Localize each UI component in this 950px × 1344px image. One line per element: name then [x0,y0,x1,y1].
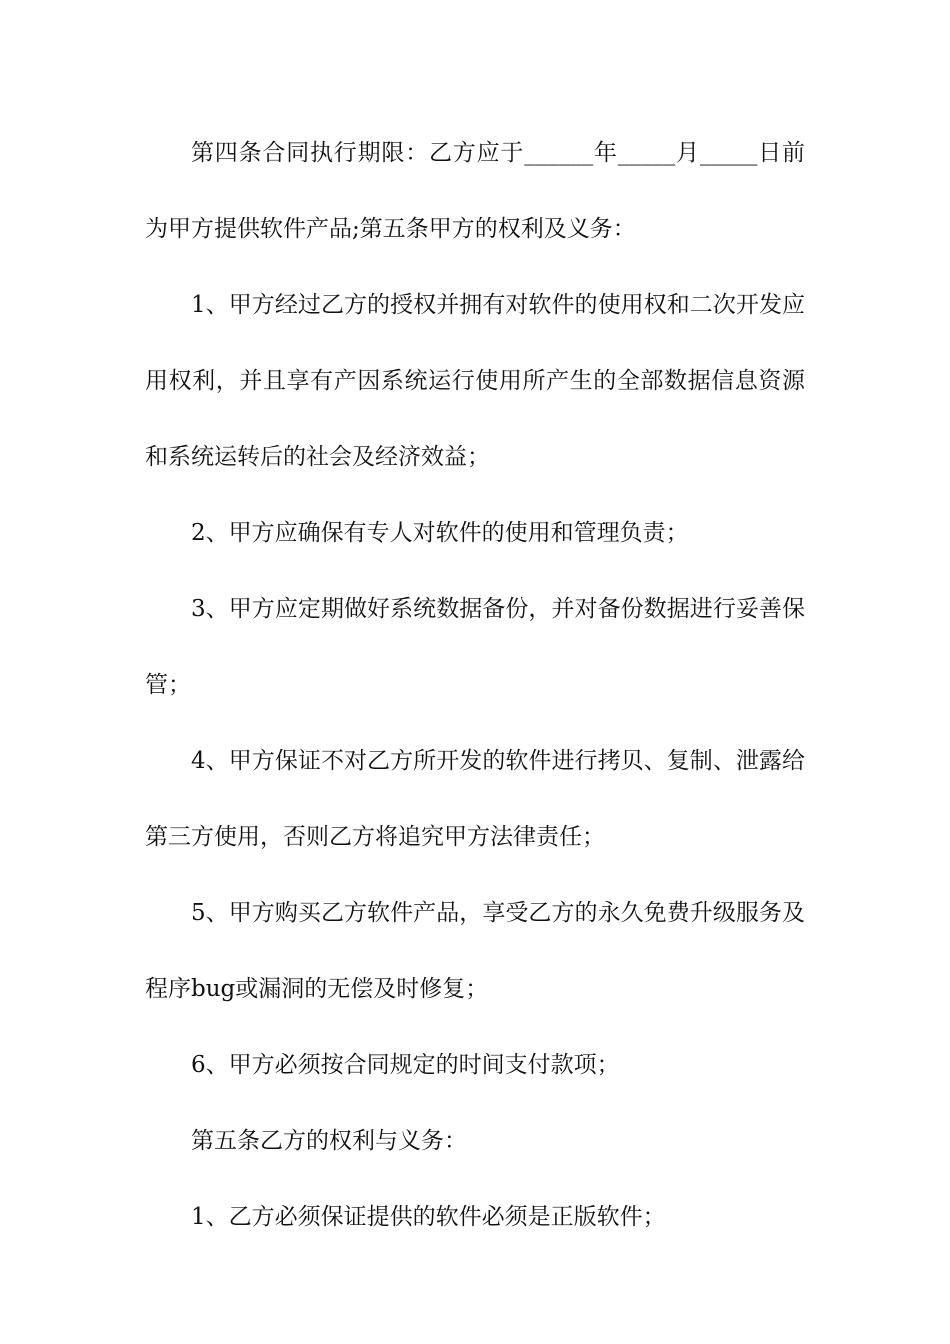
paragraph-party-a-item-3: 3、甲方应定期做好系统数据备份，并对备份数据进行妥善保管； [145,596,805,698]
paragraph-article-4: 第四条合同执行期限：乙方应于______年_____月_____日前为甲方提供软件产品;第五条甲方的权利及义务： [145,140,805,242]
paragraph-party-a-item-1: 1、甲方经过乙方的授权并拥有对软件的使用权和二次开发应用权利，并且享有产因系统运行使用所产生的全部数据信息资源和系统运转后的社会及经济效益； [145,292,805,470]
paragraph-party-b-item-1: 1、乙方必须保证提供的软件必须是正版软件； [191,1204,666,1230]
paragraph-party-a-item-4: 4、甲方保证不对乙方所开发的软件进行拷贝、复制、泄露给第三方使用，否则乙方将追究甲方法律责任； [145,748,805,850]
paragraph-party-a-item-6: 6、甲方必须按合同规定的时间支付款项； [191,1052,620,1078]
paragraph-party-a-item-5: 5、甲方购买乙方软件产品，享受乙方的永久免费升级服务及程序bug或漏洞的无偿及时修复； [145,900,805,1002]
paragraph-party-a-item-2: 2、甲方应确保有专人对软件的使用和管理负责； [191,520,689,546]
paragraph-article-5-heading: 第五条乙方的权利与义务： [191,1128,467,1154]
